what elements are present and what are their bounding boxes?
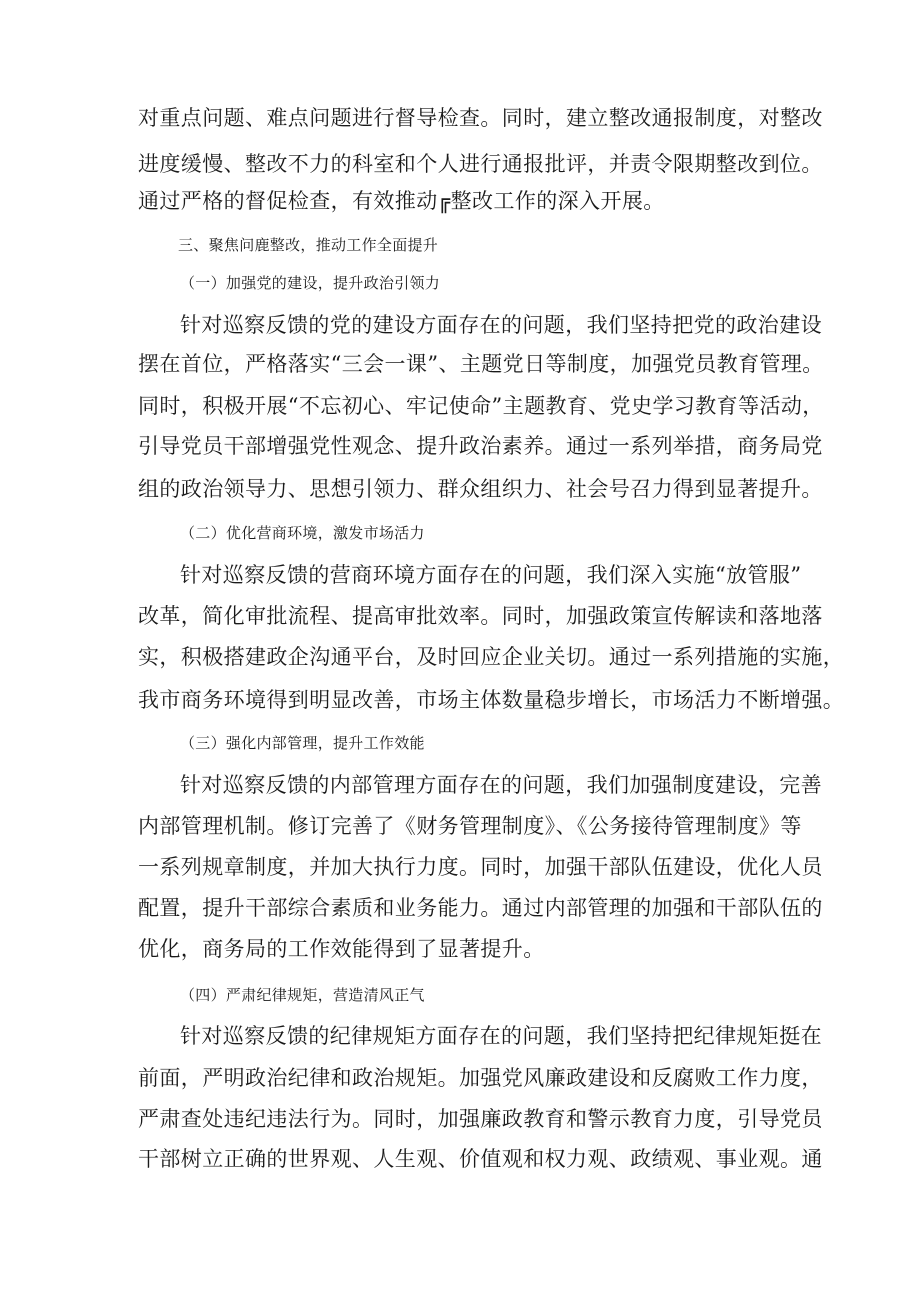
paragraph-line: 内部管理机制。修订完善了《财务管理制度》、《公务接待管理制度》等: [138, 814, 802, 838]
section-heading: 三、聚焦问鹿整改，推动工作全面提升: [178, 236, 439, 254]
paragraph-line: 优化，商务局的工作效能得到了显著提升。: [138, 937, 545, 961]
paragraph-line: 配置，提升干部综合素质和业务能力。通过内部管理的加强和干部队伍的: [138, 896, 823, 920]
subsection-heading: （二）优化营商环境，激发市场活力: [180, 524, 425, 542]
paragraph-line: 实，积极搭建政企沟通平台，及时回应企业关切。通过一系列措施的实施，: [138, 645, 845, 669]
paragraph-line: 前面，严明政治纪律和政治规矩。加强党风廉政建设和反腐败工作力度，: [138, 1066, 823, 1090]
subsection-heading: （三）强化内部管理，提升工作效能: [180, 734, 425, 752]
paragraph-line: 针对巡察反馈的营商环境方面存在的问题，我们深入实施“放管服”: [180, 563, 802, 587]
paragraph-line: 组的政治领导力、思想引领力、群众组织力、社会号召力得到显著提升。: [138, 477, 823, 501]
paragraph-line: 严肃查处违纪违法行为。同时，加强廉政教育和警示教育力度，引导党员: [138, 1107, 823, 1131]
paragraph-line: 通过严格的督促检查，有效推动╔整改工作的深入开展。: [138, 189, 665, 213]
paragraph-line: 一系列规章制度，并加大执行力度。同时，加强干部队伍建设，优化人员: [138, 855, 823, 879]
paragraph-line: 针对巡察反馈的内部管理方面存在的问题，我们加强制度建设，完善: [180, 773, 822, 797]
paragraph-line: 引导党员干部增强党性观念、提升政治素养。通过一系列举措，商务局党: [138, 434, 823, 458]
subsection-heading: （一）加强党的建设，提升政治引领力: [180, 274, 441, 292]
paragraph-line: 进度缓慢、整改不力的科室和个人进行通报批评，并责令限期整改到位。: [138, 152, 823, 176]
paragraph-line: 摆在首位，严格落实“三会一课”、主题党日等制度，加强党员教育管理。: [138, 352, 824, 376]
paragraph-line: 针对巡察反馈的党的建设方面存在的问题，我们坚持把党的政治建设: [180, 313, 822, 337]
paragraph-line: 对重点问题、难点问题进行督导检查。同时，建立整改通报制度，对整改: [138, 106, 823, 130]
subsection-heading: （四）严肃纪律规矩，营造清风正气: [180, 986, 425, 1004]
paragraph-line: 同时，积极开展“不忘初心、牢记使命”主题教育、党史学习教育等活动，: [138, 394, 824, 418]
paragraph-line: 针对巡察反馈的纪律规矩方面存在的问题，我们坚持把纪律规矩挺在: [180, 1024, 822, 1048]
paragraph-line: 干部树立正确的世界观、人生观、价值观和权力观、政绩观、事业观。通: [138, 1147, 823, 1171]
paragraph-line: 我市商务环境得到明显改善，市场主体数量稳步增长，市场活力不断增强。: [138, 688, 845, 712]
paragraph-line: 改革，简化审批流程、提高审批效率。同时，加强政策宣传解读和落地落: [138, 604, 823, 628]
